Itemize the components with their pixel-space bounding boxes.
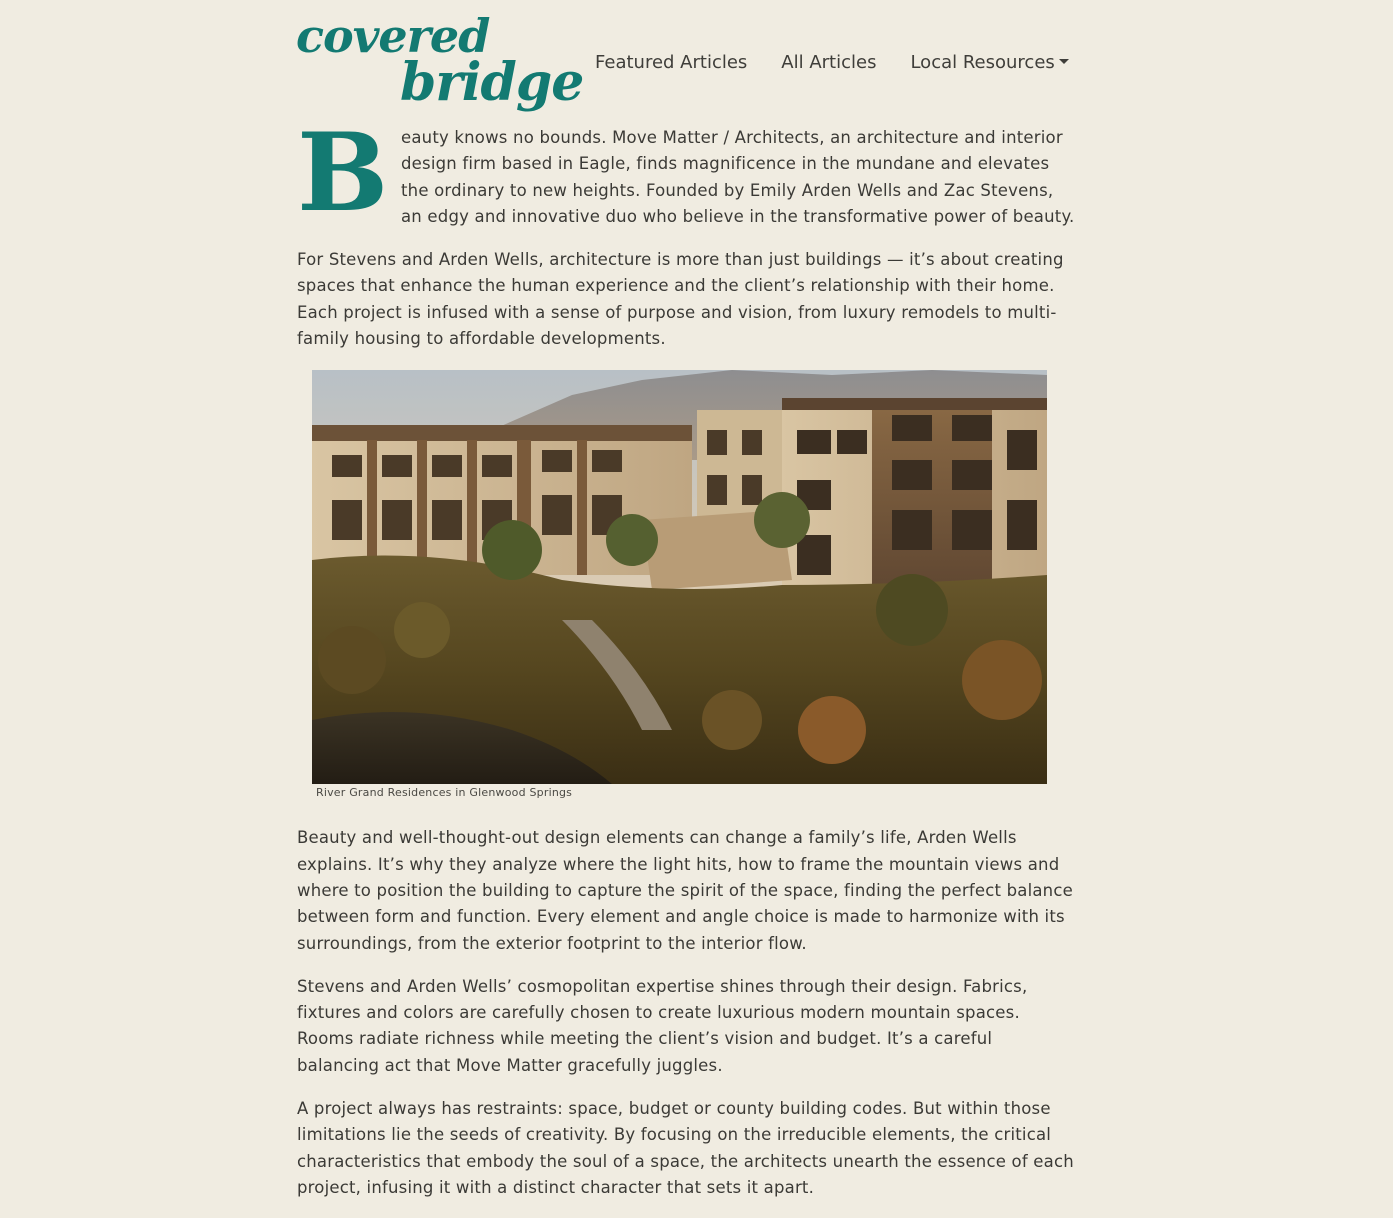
main-nav [595, 50, 1069, 76]
site-header [0, 0, 1393, 120]
logo-wordmark [296, 8, 584, 118]
logo-line-2: bridge [400, 52, 584, 113]
caret-down-icon [1059, 59, 1069, 64]
paragraph-2: Beauty and well-thought-out design elements can change a family’s life, Arden Wells explains. It’s why they analyze where the light hits, how to frame the mountain views and where to position the building to capture the spirit of the space, finding the perfect balance between form and function. Every element and angle choice is made to harmonize with its surroundings, from the exterior footprint to the interior flow. [297, 828, 1073, 953]
drop-cap: B [297, 110, 389, 236]
figure-caption: River Grand Residences in Glenwood Springs [316, 786, 573, 800]
site-logo[interactable] [296, 8, 584, 118]
nav-all-articles[interactable]: All Articles [781, 52, 877, 73]
paragraph-1: For Stevens and Arden Wells, architecture is more than just buildings — it’s about creating spaces that enhance the human experience and the client’s relationship with their home. Each project is infused with a sense of purpose and vision, from luxury remodels to multi-family housing to affordable developments. [297, 250, 1064, 349]
article-body [297, 110, 1077, 1218]
nav-featured-articles[interactable]: Featured Articles [595, 52, 748, 73]
logo-line-1: covered [296, 9, 490, 63]
nav-local-resources-label: Local Resources [910, 52, 1055, 73]
lead-paragraph [297, 110, 1077, 236]
building-photo[interactable] [312, 370, 1047, 784]
nav-local-resources[interactable] [910, 50, 1068, 76]
paragraph-4: A project always has restraints: space, budget or county building codes. But within those limitations lie the seeds of creativity. By focusing on the irreducible elements, the critical characteristics that embody the soul of a space, the architects unearth the essence of each project, infusing it with a distinct character that sets it apart. [297, 1099, 1074, 1197]
paragraph-3: Stevens and Arden Wells’ cosmopolitan expertise shines through their design. Fabrics, fixtures and colors are carefully chosen to create luxurious modern mountain spaces. Rooms radiate richness while meeting the client’s vision and budget. It’s a careful balancing act that Move Matter gracefully juggles. [297, 976, 1028, 1075]
building-right-roofline [782, 398, 1047, 410]
article-figure [312, 370, 1047, 800]
building-left-roofline [312, 425, 692, 441]
lead-text: eauty knows no bounds. Move Matter / Architects, an architecture and interior design firm based in Eagle, finds magnificence in the mundane and elevates the ordinary to new heights. Founded by Emily Arden Wells and Zac Stevens, an edgy and innovative duo who believe in the transformative power of beauty. [401, 128, 1075, 226]
